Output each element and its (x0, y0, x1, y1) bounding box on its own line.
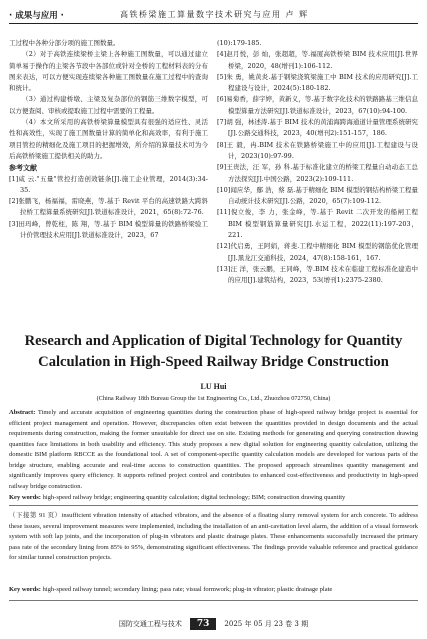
left-column (9, 38, 208, 241)
page-number: 73 (190, 618, 217, 630)
reference-item: [3]田玛峰，曾乾柱，陈 翔，等.基于 BIM 模型算量的铁路桥梁验工计价管理技术应用[J].铁道标准设计，2023，67 (9, 219, 208, 240)
continued-keywords (9, 585, 418, 596)
reference-item: [8]王 毅，冉.BIM 技术在铁路桥梁施工中的应用[J].工程建设与设计，2023(10):97-99. (217, 140, 418, 160)
reference-item: (10):179-185. (217, 39, 262, 47)
reference-item: [7]胡 强，林述涛.基于 BIM 技术的黄浦海跨海通道计量管理系统研究[J].公路交通科技，2023，40(增刊2):151-157，186. (217, 118, 418, 138)
reference-item: [2]张鹏飞，杨福福，雷晓燕，等.基于 Revit 平台的高速铁路大跨斜拉桥工程算量系统研究[J].铁道标准设计，2021，65(8):72-76. (9, 197, 208, 217)
journal-name: 国防交通工程与技术 (118, 620, 182, 628)
body-paragraph: （4）本文所采用的高铁桥梁算量模型具有很强的适应性、灵活性和高效性，实现了施工图数量计算的简单化和高效率，有利于施工项目管控的精细化及施工项目的把握增效，所介绍的算量技术可为今后高铁桥梁施工提供相关的助力。 (9, 118, 208, 160)
english-abstract (9, 408, 418, 492)
footer-divider (9, 600, 418, 601)
reference-item: [12]代启勇，王阿娟，蒋斐.工程中精细化 BIM 模型的钢筋优化管理[J].黑龙江交通科技，2024，47(8):158-161，167. (217, 242, 418, 262)
right-column (217, 38, 418, 287)
affiliation: (China Railway 18th Bureau Group the 1st Engineering Co., Ltd., Zhuozhou 072750, China) (96, 395, 331, 402)
body-paragraph: （3）通过构建桥墩、主梁及复杂部位的钢筋三维数字模型，可以方便查阅、审核或提取施工过程中需要的工程量。 (9, 95, 208, 115)
abstract-text: Timely and accurate acquisition of engineering quantities during the construction phase of high-speed railway bridge project is essential for efficient project management and operation. However, discrepancies often exist between the quantities provided in design documents and the actual requirements during construction, making the former unsuitable for direct use on site. Existing methods for generating and querying construction drawing quantities face limitations in both usability and efficiency. This study proposes a new digital solution for engineering quantity calculation, utilizing the domestic BIM platform RBCCE as the foundational tool. A set of component-specific quantity calculation models are developed for various parts of the bridge structure, enabling accurate and real-time access to construction quantities. The proposed approach streamlines quantity management and significantly improves query efficiency. It supports refined project control and contributes to enhanced cost-effectiveness and productivity in high-speed railway bridge construction. (9, 409, 418, 490)
keywords-label: Key words: (9, 494, 41, 501)
header-rule (9, 23, 418, 24)
keywords-label: Key words: (9, 586, 41, 593)
references-heading: 参考文献 (9, 163, 37, 173)
running-header (0, 0, 427, 26)
keywords-text: high-speed railway tunnel; secondary lining; pass rate; visual formwork; plug-in vibrator; plastic drainage plate (40, 586, 333, 593)
reference-item: [11]倪立俊，李 力，张金峰，等.基于 Revit 二次开发的船闸工程 BIM 模型钢筋算量研究[J].水运工程，2022(11):197-203，221. (217, 208, 418, 240)
body-paragraph: 工过程中各种分部分项的施工图数量。 (9, 39, 120, 47)
reference-item: [4]赵月悦，彭 灿，张超超，等.福厦高铁桥梁 BIM 技术应用[J].世界桥梁，2020，48(增刊1):106-112. (217, 50, 418, 70)
body-paragraph: （2）对于高铁连续梁桥主梁上各种施工图数量，可以通过建立简单易于操作的主梁各节段中各部位或针对全桥的工程材料表的分布图来表达，可以方便实现连续梁各种施工图数量在施工过程中的查询和统计。 (9, 50, 208, 93)
reference-item: [10]闻应华，鄢 浩，蔡 磊.基于精细化 BIM 模型的钢结构桥梁工程量自动统计技术研究[J].公路，2020，65(7):109-112. (217, 185, 418, 206)
english-keywords (9, 493, 418, 504)
author: LU Hui (200, 382, 227, 391)
english-title-line-2: Calculation in High-Speed Railway Bridge Construction (38, 354, 389, 370)
abstract-label: Abstract: (9, 409, 36, 416)
section-divider (9, 505, 418, 506)
reference-item: [1]咸 云."五量"管控打造创效链条[J].施工企业管理，2014(3):34-35. (9, 174, 208, 194)
reference-item: [13]汪 洋，张云鹏，王同峰，等.BIM 技术在临建工程标准化建造中的应用[J].建筑结构，2023，53(增刊1):2375-2380. (217, 264, 418, 285)
reference-item: [9]王贵法，汪 军，孙 科.基于标准化建立的桥梁工程量自动动态工总方法探究[J].中国公路，2023(2):109-111. (217, 163, 418, 183)
english-title-line-1: Research and Application of Digital Technology for Quantity (24, 333, 403, 349)
keywords-text: high-speed railway bridge; engineering quantity calculation; digital technology; BIM; construction drawing quantity (40, 494, 346, 501)
continued-abstract: （下接第 91 页）insufficient vibration intensity of attached vibrators, and the absence of a floating slurry removal system for arch concrete. To address these issues, several improvement measures were implemented, including the installation of an anti-cavitation level alarm, the addition of a visual formwork system with soft lap joints, and the incorporation of plug-in vibrators and plastic drainage plates. These enhancements successfully increased the primary pass rate of the secondary lining from 85% to 95%, demonstrating significant effectiveness. The findings provide valuable reference and practical guidance for similar tunnel construction projects. (9, 512, 418, 561)
section-label: · 成果与应用 · (9, 11, 64, 21)
issue-info: 2025 年 05 月 23 卷 3 期 (224, 620, 309, 628)
running-title: 高铁桥梁施工算量数字技术研究与应用 卢 辉 (120, 10, 309, 19)
reference-item: [6]易菊香，薛宇婷，黄新义，等.基于数字化技术的铁路路基三维信息模型算量方法研究[J].铁道标准设计，2023，67(10):94-100. (217, 95, 418, 115)
page-footer (0, 618, 427, 630)
reference-item: [5]朱 勇，姚黄炎.基于钢梁浇筑梁施工中 BIM 技术的应用研究[J].工程建设与设计，2024(5):180-182. (217, 72, 418, 93)
